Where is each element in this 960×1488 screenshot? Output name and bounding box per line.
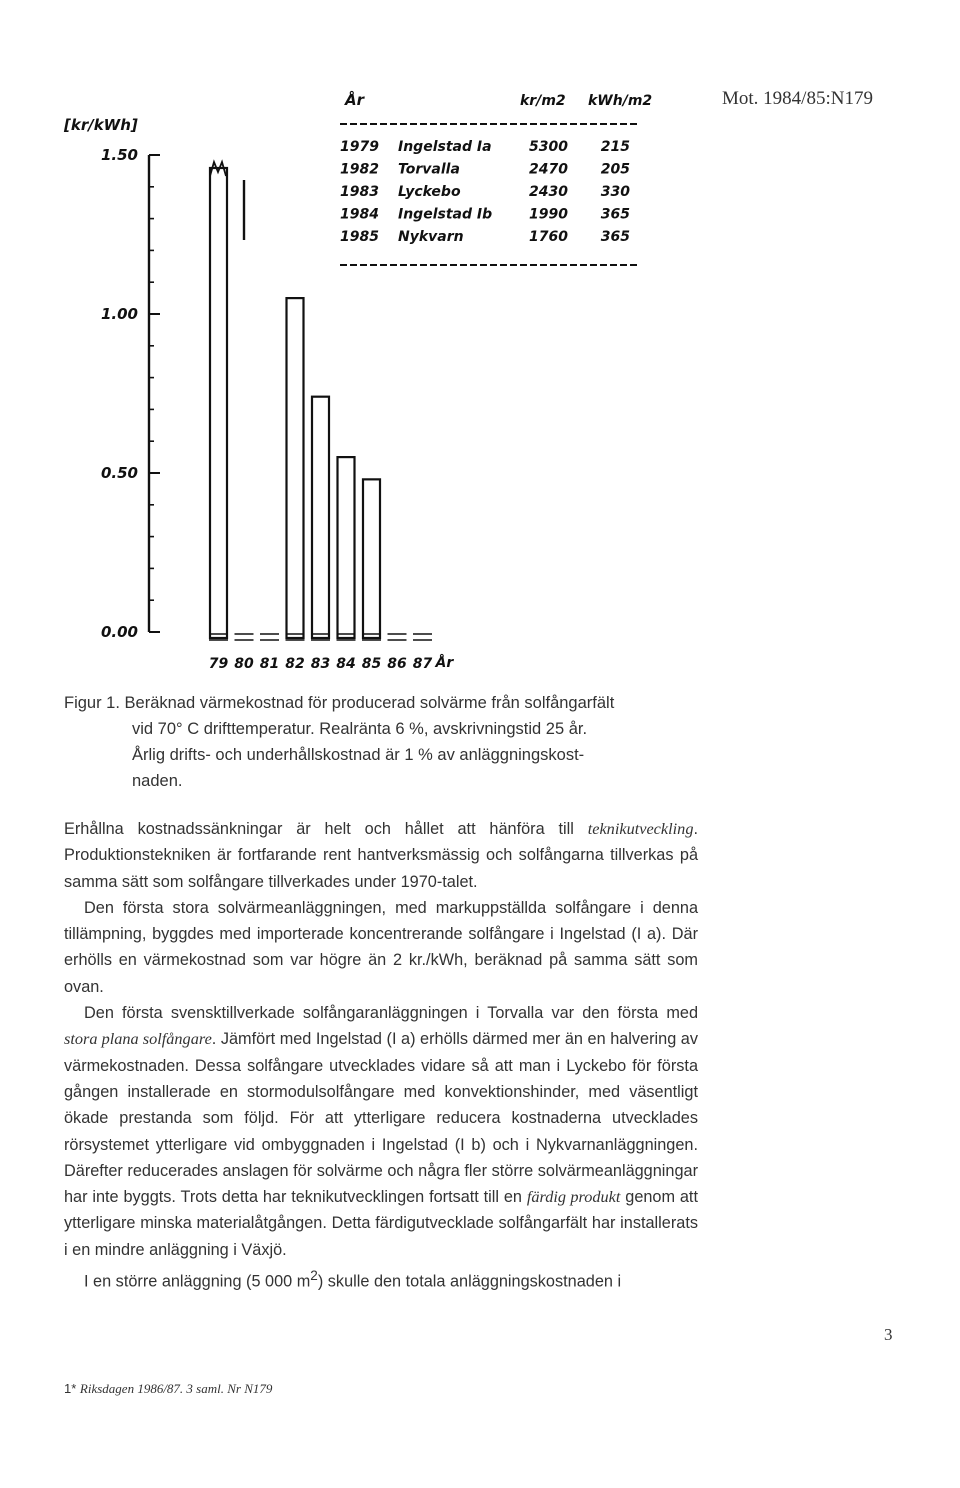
bar-85 [363, 479, 380, 638]
x-tick-label: 87 [412, 656, 433, 672]
x-tick-label: 85 [361, 656, 382, 672]
paragraph-3: Den första svensktillverkade solfångaranläggningen i Torvalla var den första med stora plana solfångare. Jämfört med Ingelstad (I a) erhölls därmed mer än en halvering av värmekostnaden. Dessa solfångare utvecklades vidare så att man i Lyckebo för första gången installerade en stormodulsolfångare med konvektionshinder, med väsentligt ökade prestanda som följd. För att ytterligare reducera kostnaderna utvecklades rörsystemet ytterligare vid ombyggnaden i Ingelstad (I b) och i Nykvarnanläggningen. Därefter reducerades anslagen för solvärme och några fler större solvärmeanläggningar har inte byggts. Trots detta har teknikutvecklingen fortsatt till en färdig produkt genom att ytterligare minska materialåtgången. Detta färdigutvecklade solfångarfält har installerats i en mindre anläggning i Växjö. [64, 1004, 699, 1259]
footer-mark: 1* [64, 1381, 77, 1396]
y-tick-label: 1.00 [100, 305, 138, 323]
table-cell-energy: 365 [600, 206, 630, 223]
table-cell-energy: 205 [600, 161, 630, 178]
table-cell-cost: 2430 [529, 184, 568, 200]
table-cell-year: 1984 [340, 206, 379, 223]
x-tick-label: 86 [387, 656, 407, 672]
paragraph-4: I en större anläggning (5 000 $m^2$) skulle den totala anläggningskostnaden i [84, 1268, 622, 1291]
table-cell-cost: 5300 [529, 139, 568, 155]
bar-83 [312, 397, 329, 638]
footer-note [64, 1381, 272, 1397]
table-cell-energy: 215 [600, 139, 630, 155]
table-cell-site: Lyckebo [398, 184, 461, 200]
table-cell-cost: 1990 [529, 206, 568, 223]
body-text [64, 816, 698, 1295]
paragraph-1: Erhållna kostnadssänkningar är helt och hållet att hänföra till teknikutveckling. Produktionstekniken är fortfarande rent hantverksmässig och solfångarna tillverkas på samma sätt som solfångare tillverkades under 1970-talet. [64, 819, 698, 891]
table-header-energy: kWh/m2 [588, 93, 653, 109]
table-cell-site: Ingelstad Ia [398, 139, 492, 155]
caption-line-4: naden. [132, 772, 183, 790]
cost-bar-chart [0, 0, 960, 680]
x-tick-label: 80 [234, 656, 254, 672]
y-tick-label: 0.00 [100, 623, 138, 641]
table-cell-energy: 330 [600, 184, 630, 200]
table-cell-site: Ingelstad Ib [398, 206, 493, 223]
table-cell-year: 1982 [340, 161, 379, 178]
table-cell-year: 1979 [340, 139, 379, 155]
caption-line-2: vid 70° C drifttemperatur. Realränta 6 %, avskrivningstid 25 år. [132, 720, 588, 738]
table-cell-cost: 2470 [529, 161, 568, 178]
table-cell-energy: 365 [600, 229, 630, 245]
paragraph-2: Den första stora solvärmeanläggningen, med markuppställda solfångare i denna tillämpning, byggdes med importerade koncentrerande solfångare i Ingelstad (I a). Där erhölls en värmekostnad som var högre än 2 kr./kWh, beräknad på samma sätt som ovan. [64, 898, 698, 996]
footer-text: Riksdagen 1986/87. 3 saml. Nr N179 [79, 1381, 273, 1396]
caption-label: Figur 1. [64, 694, 120, 712]
caption-line-1: Beräknad värmekostnad för producerad solvärme från solfångarfält [124, 694, 615, 712]
y-tick-label: 0.50 [100, 464, 138, 482]
bar-84 [338, 457, 355, 638]
bar-82 [287, 298, 304, 638]
page-number: 3 [884, 1325, 893, 1344]
y-axis-label: [kr/kWh] [64, 116, 138, 134]
table-cell-site: Nykvarn [398, 229, 464, 245]
x-tick-label: 84 [336, 656, 356, 672]
table-cell-cost: 1760 [529, 229, 568, 245]
table-header-year: År [345, 91, 365, 109]
table-cell-site: Torvalla [398, 161, 460, 178]
x-tick-label: 83 [310, 656, 331, 672]
x-axis-label: År [435, 655, 454, 671]
motion-reference: Mot. 1984/85:N179 [722, 88, 873, 109]
table-header-cost: kr/m2 [520, 93, 566, 109]
table-cell-year: 1985 [340, 229, 379, 245]
figure-caption [64, 690, 704, 794]
x-tick-label: 79 [208, 656, 229, 672]
y-tick-label: 1.50 [100, 146, 138, 164]
x-tick-label: 82 [285, 656, 305, 672]
table-cell-year: 1983 [340, 184, 379, 200]
bar-79 [210, 168, 227, 638]
caption-line-3: Årlig drifts- och underhållskostnad är 1 % av anläggningskost- [132, 746, 585, 764]
x-tick-label: 81 [259, 656, 280, 672]
